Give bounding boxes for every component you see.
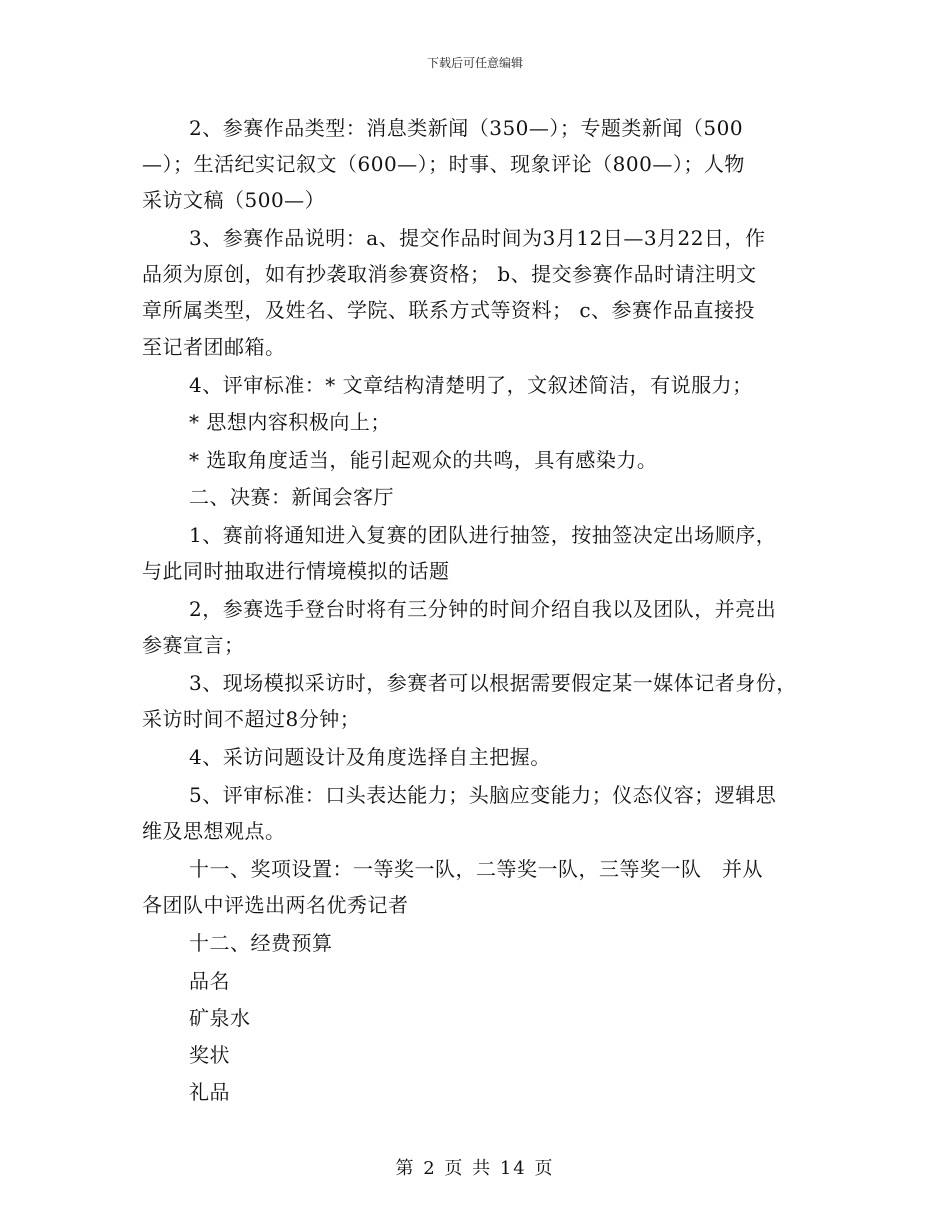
paragraph-line: 4、评审标准：* 文章结构清楚明了，文叙述简洁，有说服力； [189,373,753,397]
paragraph-line: 1、赛前将通知进入复赛的团队进行抽签，按抽签决定出场顺序， [189,523,777,547]
paragraph-line: 章所属类型，及姓名、学院、联系方式等资料； c、参赛作品直接投 [142,298,756,322]
list-item: 礼品 [189,1080,230,1104]
section-heading: 二、决赛：新闻会客厅 [189,485,394,509]
paragraph-line: 2、参赛作品类型：消息类新闻（350—）；专题类新闻（500 [189,116,744,140]
list-item: 奖状 [189,1043,230,1067]
paragraph-line: 各团队中评选出两名优秀记者 [142,893,409,917]
paragraph-line: 品须为原创，如有抄袭取消参赛资格； b、提交参赛作品时请注明文 [142,262,757,286]
paragraph-line: 2，参赛选手登台时将有三分钟的时间介绍自我以及团队，并亮出 [189,597,777,621]
section-heading: 十二、经费预算 [189,931,333,955]
list-item: 品名 [189,969,230,993]
list-item: 矿泉水 [189,1006,251,1030]
paragraph-line: 参赛宣言； [142,633,245,657]
paragraph-line: 与此同时抽取进行情境模拟的话题 [142,559,450,583]
paragraph-line: 维及思想观点。 [142,819,286,843]
paragraph-line: 采访文稿（500—） [142,188,326,212]
paragraph-line: 3、参赛作品说明：a、提交作品时间为3月12日—3月22日，作 [189,226,766,250]
page-header: 下载后可任意编辑 [426,56,523,70]
paragraph-line: * 选取角度适当，能引起观众的共鸣，具有感染力。 [189,448,658,472]
section-heading: 十一、奖项设置：一等奖一队，二等奖一队，三等奖一队 并从 [189,857,763,881]
paragraph-line: 采访时间不超过8分钟； [142,707,361,731]
paragraph-line: 5、评审标准：口头表达能力；头脑应变能力；仪态仪容；逻辑思 [189,783,777,807]
paragraph-line: 4、采访问题设计及角度选择自主把握。 [189,745,551,769]
paragraph-line: 至记者团邮箱。 [142,335,286,359]
paragraph-line: * 思想内容积极向上； [189,410,391,434]
page-number-footer: 第 2 页 共 14 页 [395,1158,555,1179]
paragraph-line: 3、现场模拟采访时，参赛者可以根据需要假定某一媒体记者身份， [189,671,797,695]
paragraph-line: —）；生活纪实记叙文（600—）；时事、现象评论（800—）；人物 [142,152,745,176]
